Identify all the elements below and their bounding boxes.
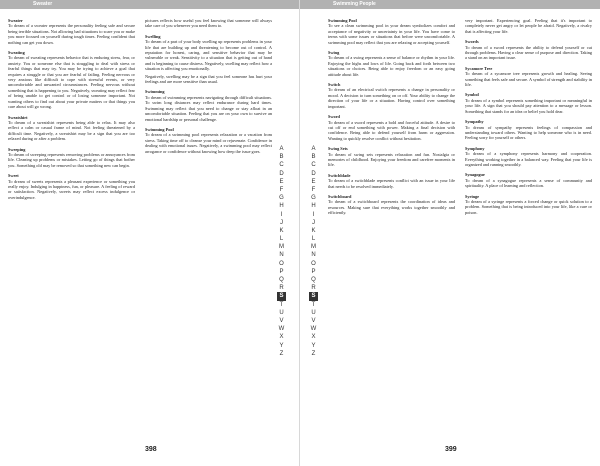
dictionary-entry [328,173,455,189]
alphabet-letter-x[interactable]: X [311,334,316,341]
dictionary-entry [328,50,455,77]
entry-text: To dream of a sword represents the ability to defend yourself or cut through problems. Having a clear sense of purpose and direction. Taking a stand on an important issue. [465,44,592,61]
dictionary-entry [8,147,135,169]
entry-text: To dream of an electrical switch represents a change in personality or mood. A decision to turn something on or off. Your ability to change the direction of your life or a situation. Having control over something important. [328,87,455,109]
alphabet-letter-u[interactable]: U [279,309,284,316]
alphabet-letter-k[interactable]: K [279,227,284,234]
page-number: 398 [145,446,157,453]
entry-term: Sweating [8,50,25,56]
alphabet-letter-w[interactable]: W [310,326,317,333]
dictionary-entry [465,119,592,141]
entry-text: To see a clean swimming pool in your dream symbolizes comfort and acceptance of negativity or uncertainty in your life. You have come to terms with some issues or situations that before were uncomfortable. A swimming pool may reflect that you are relaxing or accepting yourself. [328,23,455,45]
entry-term: Sweet [8,173,19,179]
column-2 [145,18,272,438]
dictionary-entry [145,18,272,29]
alphabet-letter-p[interactable]: P [279,268,284,275]
entry-text: To dream of a switchblade represents conflict with an issue in your life that needs to be resolved immediately. [328,178,455,189]
dictionary-entry [8,50,135,109]
alphabet-letter-o[interactable]: O [279,260,284,267]
dictionary-entry [145,34,272,85]
entry-text: To dream of a part of your body swelling up represents problems in your life that are building up and threatening to become out of control. A reputation for honest, caring, and sensitive behavior that may be vulnerable or weak. Sensitivity to a situation that is getting out of hand and is beginning to cause distress. Negatively, swelling may reflect how a situation is affecting you emotionally. [145,39,272,72]
entry-term: Swing [328,50,340,56]
page-number: 399 [445,446,457,453]
alphabet-thumb-index [277,145,286,358]
dictionary-entry [328,146,455,168]
entry-text: To dream of a sweater represents the personality feeling safe and secure being terrible situations. Not allowing bad situations to scare you or make you more focused on yourself during tough times. Feeling confident that nothing can get you down. [8,23,135,45]
alphabet-letter-i[interactable]: I [312,211,315,218]
alphabet-letter-q[interactable]: Q [279,277,284,283]
alphabet-letter-x[interactable]: X [279,334,284,341]
alphabet-letter-t[interactable]: T [279,301,284,308]
entry-term: Swimming Pool [328,18,357,23]
entry-text: To dream of a sword represents a bold and forceful attitude. A desire to cut off or end something with power. Making a final decision with confidence. Being able to defend yourself from harm or aggression. Wanting to quickly resolve conflict without hesitation. [328,119,455,141]
entry-term: Synagogue [465,172,485,178]
alphabet-letter-j[interactable]: J [280,219,283,226]
entry-term: Switchblade [328,172,351,178]
alphabet-letter-c[interactable]: C [311,162,316,169]
alphabet-thumb-index [309,145,318,358]
column-2 [465,18,592,438]
dictionary-entry [8,173,135,200]
entry-term: Swimming Pool [145,126,174,132]
entry-term: Sympathy [465,119,484,125]
alphabet-letter-z[interactable]: Z [311,350,316,357]
entry-term: Swelling [145,33,161,39]
running-header: Sweater [33,1,53,7]
entry-term: Symbol [465,92,479,98]
dictionary-entry [145,127,272,154]
alphabet-letter-r[interactable]: R [311,285,316,292]
alphabet-letter-b[interactable]: B [279,154,284,161]
alphabet-letter-f[interactable]: F [279,186,284,193]
dictionary-entry [8,115,135,142]
entry-text: To dream of a symbol represents something important or meaningful in your life. A sign that you should pay attention to a message or lesson. Something that stands for an idea or belief you hold dear. [465,97,592,114]
alphabet-letter-n[interactable]: N [279,252,284,259]
entry-term: Sweeping [8,146,26,152]
dictionary-entry [465,194,592,216]
alphabet-letter-c[interactable]: C [279,162,284,169]
alphabet-letter-p[interactable]: P [311,268,316,275]
alphabet-letter-l[interactable]: L [311,236,316,243]
dictionary-entry [465,18,592,34]
column-1 [328,18,455,438]
alphabet-letter-e[interactable]: E [279,178,284,185]
entry-text: To dream of sweeping represents removing problems or annoyances from life. Cleaning up problems or mistakes. Letting go of things that bother you. Something old may be removed so that something new can begin. [8,151,135,168]
alphabet-letter-g[interactable]: G [311,195,316,202]
dictionary-entry [465,66,592,88]
alphabet-letter-d[interactable]: D [311,170,316,177]
entry-text: pictures reflects how useful you feel knowing that someone will always take care of you whenever you need them to. [145,18,272,29]
entry-text: To dream of a swing represents a sense of balance or rhythm in your life. Enjoying the highs and lows of life. Going back and forth between two situations or choices. Being able to enjoy freedom or an easy going attitude about life. [328,55,455,77]
entry-term: Swimming [145,89,165,95]
entry-text: To dream of a sweatshirt represents being able to relax. It may also reflect a calm or casual frame of mind. Not feeling threatened by a difficult time. Negatively, a sweatshirt may be a sign that you are too relaxed during or after a problem. [8,119,135,142]
alphabet-letter-y[interactable]: Y [311,342,316,349]
text-columns [328,18,592,438]
entry-term: Sweater [8,18,23,23]
dictionary-entry [328,114,455,141]
right-page [300,0,600,466]
dictionary-entry [465,92,592,114]
dictionary-entry [328,194,455,216]
entry-term: Symphony [465,145,485,151]
dictionary-entry [328,18,455,45]
entry-term: Switchboard [328,193,352,199]
entry-text: To dream of a synagogue represents a sense of community and spirituality. A place of learning and reflection. [465,177,592,189]
alphabet-letter-v[interactable]: V [279,317,284,324]
entry-term: Sycamore Tree [465,65,493,71]
alphabet-letter-m[interactable]: M [279,244,284,251]
alphabet-letter-w[interactable]: W [278,326,285,333]
running-header: Swimming People [333,1,376,7]
entry-term: Syringe [465,193,480,199]
dictionary-entry [145,89,272,121]
alphabet-letter-u[interactable]: U [311,309,316,316]
entry-term: Swing Sets [328,146,348,152]
alphabet-letter-h[interactable]: H [279,203,284,210]
alphabet-letter-d[interactable]: D [279,170,284,177]
alphabet-letter-l[interactable]: L [279,236,284,243]
alphabet-letter-s[interactable]: S [277,292,286,300]
entry-text: To dream of swimming represents navigating through difficult situations. To swim long distances may reflect endurance during hard times. Swimming may reflect that you need to change or stay afloat in an uncomfortable situation. Feeling that you are on your own to survive an emotional hardship or personal challenge. [145,94,272,122]
alphabet-letter-t[interactable]: T [311,301,316,308]
entry-text: very important. Experiencing goal. Feeling that it's important to completely never get angry or let people be afraid. Negatively, a rivalry that is affecting your life. [465,18,592,34]
dictionary-entry [328,82,455,109]
dictionary-entry [465,146,592,168]
alphabet-letter-b[interactable]: B [311,154,316,161]
alphabet-letter-z[interactable]: Z [279,350,284,357]
alphabet-letter-n[interactable]: N [311,252,316,259]
entry-text: To dream of a sycamore tree represents growth and healing. Seeing something that feels safe and secure. A symbol of strength and stability in life. [465,71,592,88]
alphabet-letter-a[interactable]: A [279,146,284,152]
entry-text: To dream of swing sets represents relaxation and fun. Nostalgia or memories of childhood. Enjoying your freedom and carefree moments in life. [328,151,455,168]
alphabet-letter-i[interactable]: I [280,211,283,218]
entry-text: To dream of a swimming pool represents relaxation or a vacation from stress. Taking time off to cleanse your mind or rejuvenate. Confidence in dealing with emotional issues. Negatively, a swimming pool may reflect arrogance or confidence without knowing how deep the issue goes. [145,132,272,154]
alphabet-letter-r[interactable]: R [279,285,284,292]
alphabet-letter-s[interactable]: S [309,292,318,300]
alphabet-letter-f[interactable]: F [311,186,316,193]
alphabet-letter-e[interactable]: E [311,178,316,185]
alphabet-letter-y[interactable]: Y [279,342,284,349]
alphabet-letter-a[interactable]: A [311,146,316,152]
alphabet-letter-k[interactable]: K [311,227,316,234]
column-1 [8,18,135,438]
dictionary-entry [465,39,592,61]
dictionary-entry [8,18,135,45]
entry-text: To dream of a switchboard represents the coordination of ideas and resources. Making sure that everything works together smoothly and efficiently. [328,199,455,216]
entry-text: To dream of a symphony represents harmony and cooperation. Everything working together in a balanced way. Feeling that your life is organized and running smoothly. [465,151,592,167]
entry-text: To dream of sweets represents a pleasant experience or something you really enjoy. Indulging in happiness, fun, or pleasure. A feeling of reward or satisfaction. Negatively, sweets may reflect excess indulgence or overindulgence. [8,178,135,200]
entry-text: To dream of sweating represents behavior that is enduring stress, fear, or anxiety. You or someone else that is struggling to deal with stress or fearful things that may try. You may be trying to achieve a goal that requires a struggle or that you are fearful of failing. Feeling nervous or very anxious like difficult to cope with stressful events, or very uncomfortable and unwanted circumstances. Feeling nervous without something that is happening to you. Negatively, sweating may reflect fear of being unable to get control or of losing someone important. Not wanting others to find out about your private matters or that things you care about will go wrong. [8,55,135,110]
entry-term: Sweatshirt [8,114,28,120]
text-columns [8,18,272,438]
alphabet-letter-h[interactable]: H [311,203,316,210]
entry-term: Switch [328,82,341,88]
alphabet-letter-o[interactable]: O [311,260,316,267]
entry-text: Negatively, swelling may be a sign that you feel someone has hurt your feelings and are more sensitive than usual. [145,73,272,85]
dictionary-entry [465,172,592,188]
alphabet-letter-g[interactable]: G [279,195,284,202]
entry-text: To dream of a syringe represents a forced change or quick solution to a problem. Something that is being introduced into your life, like a cure or poison. [465,198,592,215]
entry-term: Sword [328,114,340,120]
alphabet-letter-v[interactable]: V [311,317,316,324]
alphabet-letter-m[interactable]: M [311,244,316,251]
entry-text: To dream of sympathy represents feelings of compassion and understanding toward others. Wanting to help someone who is in need. Feeling sorry for yourself or others. [465,124,592,141]
entry-term: Swords [465,39,479,45]
alphabet-letter-q[interactable]: Q [311,277,316,283]
alphabet-letter-j[interactable]: J [312,219,315,226]
